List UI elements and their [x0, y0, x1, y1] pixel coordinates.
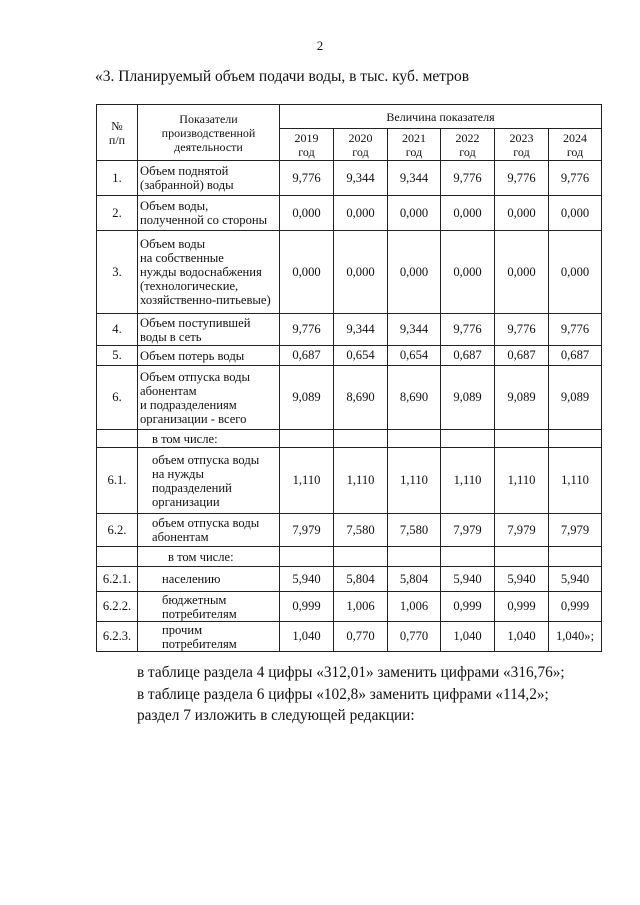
value-cell: 0,000	[280, 196, 334, 231]
value-cell	[549, 430, 602, 448]
row-label: в том числе:	[138, 547, 280, 567]
value-cell: 9,344	[388, 314, 441, 346]
amendment-line: раздел 7 изложить в следующей редакции:	[137, 707, 415, 725]
value-cell: 0,000	[495, 231, 549, 314]
table-row	[97, 514, 602, 547]
value-cell: 0,654	[334, 346, 388, 366]
value-cell: 5,804	[334, 567, 388, 592]
table-row	[97, 346, 602, 366]
row-number: 1.	[97, 161, 138, 196]
value-cell: 1,006	[334, 592, 388, 622]
value-cell	[495, 430, 549, 448]
amendment-line: в таблице раздела 4 цифры «312,01» заменить цифрами «316,76»;	[137, 664, 565, 681]
header-year	[549, 129, 602, 161]
header-year-text: 2022 год	[455, 130, 480, 159]
value-cell: 0,999	[549, 592, 602, 622]
value-cell: 9,344	[334, 314, 388, 346]
header-year-text: 2021 год	[402, 130, 426, 159]
table-row	[97, 547, 602, 567]
value-cell: 9,089	[280, 366, 334, 430]
value-cell: 0,000	[334, 196, 388, 231]
table-row	[97, 592, 602, 622]
value-cell: 0,000	[441, 196, 495, 231]
value-cell	[280, 430, 334, 448]
value-cell: 9,776	[441, 314, 495, 346]
row-number: 6.2.3.	[97, 622, 138, 652]
value-cell: 0,000	[549, 196, 602, 231]
value-cell: 7,580	[334, 514, 388, 547]
value-cell: 7,580	[388, 514, 441, 547]
value-cell: 1,006	[388, 592, 441, 622]
row-label: Объем поступившей воды в сеть	[138, 314, 280, 346]
value-cell: 8,690	[334, 366, 388, 430]
row-label: Объем воды, полученной со стороны	[138, 196, 280, 231]
value-cell: 5,940	[280, 567, 334, 592]
row-number: 6.2.1.	[97, 567, 138, 592]
value-cell	[388, 547, 441, 567]
water-supply-table	[96, 104, 602, 652]
value-cell	[388, 430, 441, 448]
value-cell: 9,776	[441, 161, 495, 196]
value-cell: 7,979	[549, 514, 602, 547]
value-cell: 0,770	[388, 622, 441, 652]
value-cell: 7,979	[495, 514, 549, 547]
header-indicators-text: Показатели производственной деятельности	[161, 111, 256, 154]
row-label: Объем отпуска воды абонентам и подразделениям организации - всего	[138, 366, 280, 430]
value-cell: 0,000	[388, 196, 441, 231]
value-cell: 0,999	[280, 592, 334, 622]
value-cell: 1,110	[280, 448, 334, 514]
row-label: бюджетным потребителям	[138, 592, 280, 622]
row-label: Объем поднятой (забранной) воды	[138, 161, 280, 196]
row-label: Объем воды на собственные нужды водоснабжения (технологические, хозяйственно-питьевые)	[138, 231, 280, 314]
header-year-text: 2024 год	[563, 130, 588, 159]
value-cell	[549, 547, 602, 567]
value-cell: 1,110	[549, 448, 602, 514]
value-cell: 5,804	[388, 567, 441, 592]
value-cell: 1,040	[441, 622, 495, 652]
value-cell: 5,940	[549, 567, 602, 592]
value-cell: 0,770	[334, 622, 388, 652]
value-cell: 7,979	[280, 514, 334, 547]
row-number: 6.2.	[97, 514, 138, 547]
value-cell	[495, 547, 549, 567]
row-label: населению	[138, 567, 280, 592]
value-cell: 0,999	[441, 592, 495, 622]
value-cell: 1,110	[388, 448, 441, 514]
section-title-text: «3. Планируемый объем подачи воды, в тыс. куб. метров	[95, 68, 470, 85]
value-cell: 0,000	[388, 231, 441, 314]
value-cell: 1,040	[280, 622, 334, 652]
row-number	[97, 430, 138, 448]
value-cell: 0,000	[441, 231, 495, 314]
value-cell: 0,000	[495, 196, 549, 231]
value-cell	[441, 547, 495, 567]
value-cell: 0,000	[549, 231, 602, 314]
section-title	[0, 68, 640, 86]
value-cell: 1,040»;	[549, 622, 602, 652]
value-cell: 0,654	[388, 346, 441, 366]
header-year	[495, 129, 549, 161]
value-cell: 0,999	[495, 592, 549, 622]
row-label: в том числе:	[138, 430, 280, 448]
value-cell	[280, 547, 334, 567]
value-cell: 7,979	[441, 514, 495, 547]
header-no-text: № п/п	[108, 118, 126, 147]
table-row	[97, 231, 602, 314]
row-label: объем отпуска воды абонентам	[138, 514, 280, 547]
value-cell	[334, 430, 388, 448]
table-row	[97, 196, 602, 231]
value-cell: 0,687	[280, 346, 334, 366]
value-cell: 5,940	[441, 567, 495, 592]
value-cell: 9,776	[495, 161, 549, 196]
value-cell: 1,110	[334, 448, 388, 514]
row-number: 6.	[97, 366, 138, 430]
table-row	[97, 448, 602, 514]
header-year	[441, 129, 495, 161]
row-number: 3.	[97, 231, 138, 314]
value-cell: 9,776	[549, 314, 602, 346]
header-indicators	[138, 105, 280, 161]
value-cell: 9,089	[549, 366, 602, 430]
value-cell: 9,089	[441, 366, 495, 430]
row-number: 5.	[97, 346, 138, 366]
header-value: Величина показателя	[280, 105, 602, 129]
table-row	[97, 161, 602, 196]
row-label: Объем потерь воды	[138, 346, 280, 366]
value-cell	[441, 430, 495, 448]
value-cell: 1,110	[441, 448, 495, 514]
row-label: прочим потребителям	[138, 622, 280, 652]
amendment-line: в таблице раздела 6 цифры «102,8» заменить цифрами «114,2»;	[137, 685, 549, 703]
value-cell: 9,776	[495, 314, 549, 346]
value-cell: 0,687	[549, 346, 602, 366]
row-number: 2.	[97, 196, 138, 231]
row-number: 6.2.2.	[97, 592, 138, 622]
header-year-text: 2023 год	[509, 130, 534, 159]
value-cell: 9,089	[495, 366, 549, 430]
value-cell: 0,687	[441, 346, 495, 366]
value-cell: 9,776	[280, 161, 334, 196]
value-cell: 9,776	[280, 314, 334, 346]
value-cell: 0,000	[280, 231, 334, 314]
header-year	[280, 129, 334, 161]
row-number	[97, 547, 138, 567]
amendment-text	[137, 662, 565, 727]
value-cell: 9,776	[549, 161, 602, 196]
header-year	[388, 129, 441, 161]
value-cell: 0,000	[334, 231, 388, 314]
value-cell: 9,344	[388, 161, 441, 196]
row-label: объем отпуска воды на нужды подразделений организации	[138, 448, 280, 514]
header-year	[334, 129, 388, 161]
value-cell: 0,687	[495, 346, 549, 366]
value-cell: 1,040	[495, 622, 549, 652]
value-cell: 9,344	[334, 161, 388, 196]
value-cell: 8,690	[388, 366, 441, 430]
table-row	[97, 622, 602, 652]
value-cell: 1,110	[495, 448, 549, 514]
table-row	[97, 366, 602, 430]
table-row	[97, 314, 602, 346]
table-row	[97, 567, 602, 592]
row-number: 6.1.	[97, 448, 138, 514]
table-row	[97, 430, 602, 448]
header-year-text: 2019 год	[294, 130, 319, 159]
value-cell: 5,940	[495, 567, 549, 592]
page-number: 2	[316, 38, 324, 53]
header-no	[97, 105, 138, 161]
row-number: 4.	[97, 314, 138, 346]
header-year-text: 2020 год	[348, 130, 373, 159]
value-cell	[334, 547, 388, 567]
